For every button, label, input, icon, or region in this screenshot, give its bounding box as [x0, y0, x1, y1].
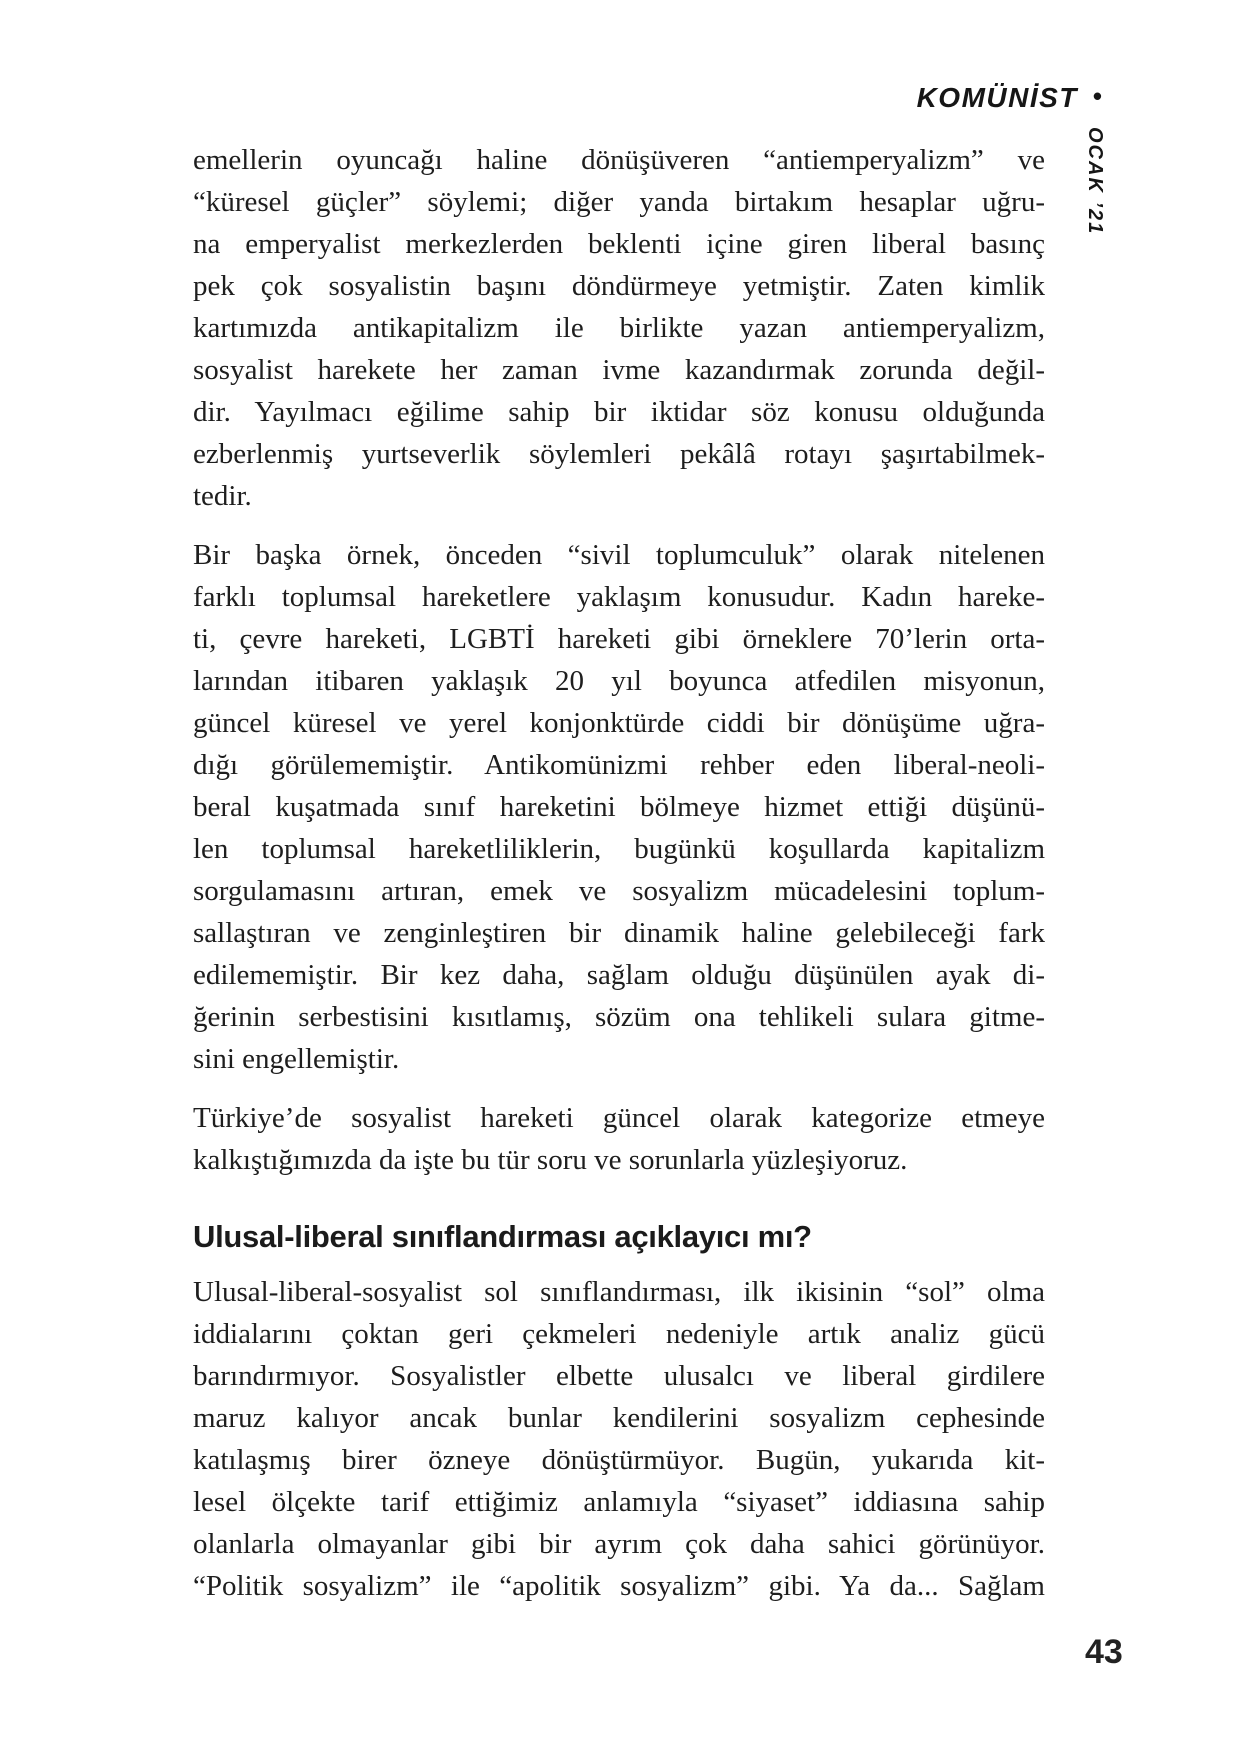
text-line: Ulusal-liberal-sosyalist sol sınıflandırması, ilk ikisinin “sol” olma	[193, 1276, 1045, 1308]
text-line: na emperyalist merkezlerden beklenti içine giren liberal basınç	[193, 228, 1045, 260]
section-heading: Ulusal-liberal sınıflandırması açıklayıcı mı?	[193, 1219, 812, 1254]
text-line: olanlarla olmayanlar gibi bir ayrım çok daha sahici görünüyor.	[193, 1528, 1045, 1560]
text-line: len toplumsal hareketliliklerin, bugünkü koşullarda kapitalizm	[193, 833, 1045, 865]
text-line: güncel küresel ve yerel konjonktürde ciddi bir dönüşüme uğra-	[193, 707, 1045, 739]
text-line: “küresel güçler” söylemi; diğer yanda birtakım hesaplar uğru-	[193, 186, 1045, 218]
masthead	[917, 82, 1102, 114]
text-line: “Politik sosyalizm” ile “apolitik sosyalizm” gibi. Ya da... Sağlam	[193, 1570, 1045, 1602]
bullet-icon: •	[1092, 80, 1102, 111]
body-paragraph	[193, 139, 1045, 517]
issue-label: OCAK ’21	[1084, 127, 1106, 236]
text-line: kalkıştığımızda da işte bu tür soru ve sorunlarla yüzleşiyoruz.	[193, 1144, 908, 1176]
text-line: edilememiştir. Bir kez daha, sağlam olduğu düşünülen ayak di-	[193, 959, 1045, 991]
page-number: 43	[1085, 1633, 1123, 1671]
text-line: tedir.	[193, 480, 252, 512]
text-line: ezberlenmiş yurtseverlik söylemleri pekâlâ rotayı şaşırtabilmek-	[193, 438, 1045, 470]
text-line: farklı toplumsal hareketlere yaklaşım konusudur. Kadın hareke-	[193, 581, 1045, 613]
text-line: dir. Yayılmacı eğilime sahip bir iktidar söz konusu olduğunda	[193, 396, 1045, 428]
text-line: pek çok sosyalistin başını döndürmeye yetmiştir. Zaten kimlik	[193, 270, 1045, 302]
body-paragraph	[193, 1097, 1045, 1181]
journal-title: KOMÜNİST	[916, 82, 1078, 113]
text-line: ti, çevre hareketi, LGBTİ hareketi gibi örneklere 70’lerin orta-	[193, 623, 1045, 655]
text-line: katılaşmış birer özneye dönüştürmüyor. Bugün, yukarıda kit-	[193, 1444, 1045, 1476]
text-line: Bir başka örnek, önceden “sivil toplumculuk” olarak nitelenen	[193, 539, 1045, 571]
body-paragraph	[193, 1271, 1045, 1607]
article-body	[193, 139, 1045, 1624]
text-line: beral kuşatmada sınıf hareketini bölmeye hizmet ettiği düşünü-	[193, 791, 1045, 823]
text-line: emellerin oyuncağı haline dönüşüveren “antiemperyalizm” ve	[193, 144, 1045, 176]
text-line: barındırmıyor. Sosyalistler elbette ulusalcı ve liberal girdilere	[193, 1360, 1045, 1392]
text-line: kartımızda antikapitalizm ile birlikte yazan antiemperyalizm,	[193, 312, 1045, 344]
text-line: iddialarını çoktan geri çekmeleri nedeniyle artık analiz gücü	[193, 1318, 1045, 1350]
text-line: lesel ölçekte tarif ettiğimiz anlamıyla “siyaset” iddiasına sahip	[193, 1486, 1045, 1518]
text-line: larından itibaren yaklaşık 20 yıl boyunca atfedilen misyonun,	[193, 665, 1045, 697]
text-line: sosyalist harekete her zaman ivme kazandırmak zorunda değil-	[193, 354, 1045, 386]
text-line: maruz kalıyor ancak bunlar kendilerini sosyalizm cephesinde	[193, 1402, 1045, 1434]
text-line: sini engellemiştir.	[193, 1043, 400, 1075]
text-line: sorgulamasını artıran, emek ve sosyalizm mücadelesini toplum-	[193, 875, 1045, 907]
text-line: sallaştıran ve zenginleştiren bir dinamik haline gelebileceği fark	[193, 917, 1045, 949]
body-paragraph	[193, 534, 1045, 1080]
text-line: Türkiye’de sosyalist hareketi güncel olarak kategorize etmeye	[193, 1102, 1045, 1134]
text-line: dığı görülememiştir. Antikomünizmi rehber eden liberal-neoli-	[193, 749, 1045, 781]
text-line: ğerinin serbestisini kısıtlamış, sözüm ona tehlikeli sulara gitme-	[193, 1001, 1045, 1033]
